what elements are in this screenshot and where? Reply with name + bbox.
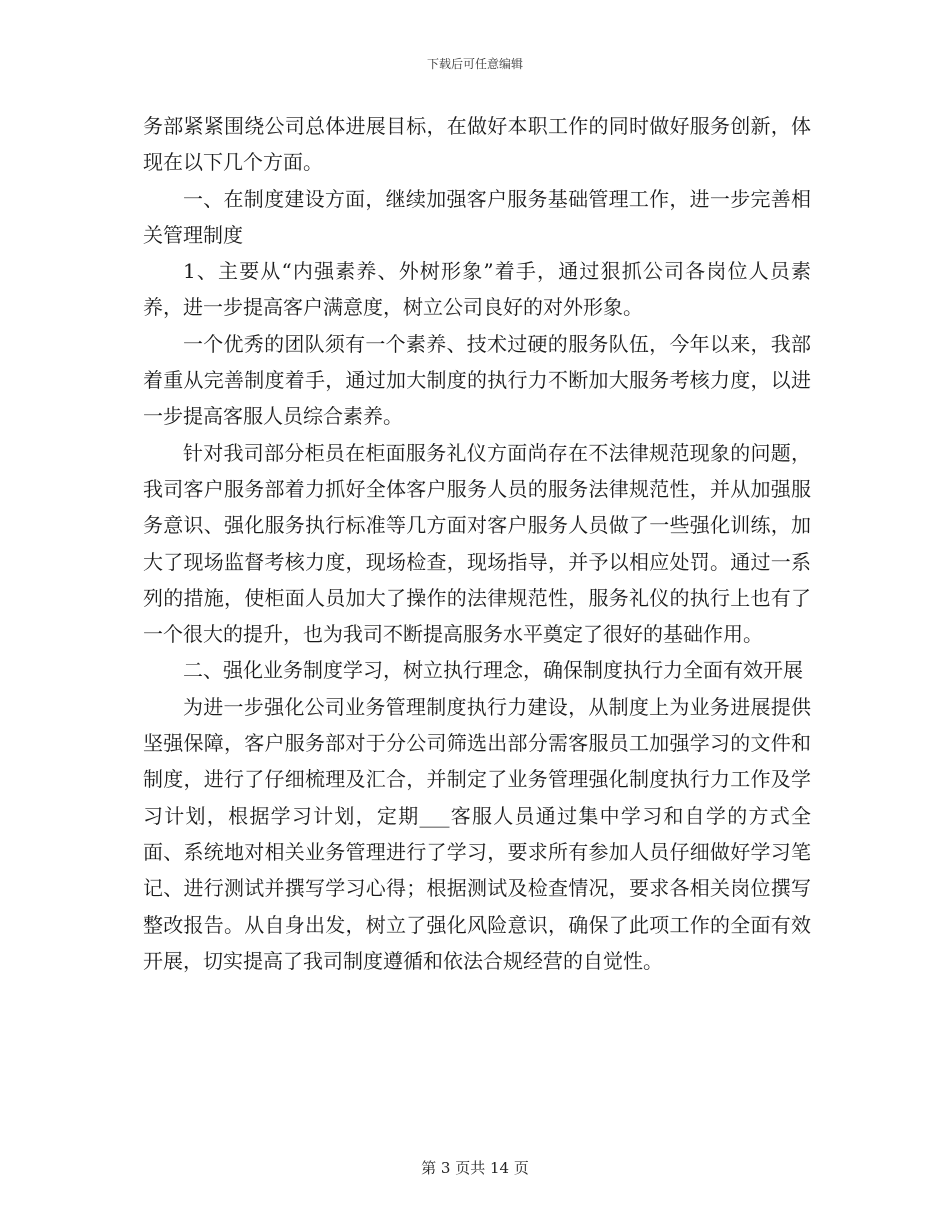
page-header-note: 下载后可任意编辑 (426, 57, 523, 71)
section-heading-1: 一、在制度建设方面，继续加强客户服务基础管理工作，进一步完善相关管理制度 (143, 186, 811, 247)
paragraph-point-1: 1、主要从“内强素养、外树形象”着手，通过狠抓公司各岗位人员素养，进一步提高客户满意度，树立公司良好的对外形象。 (143, 259, 811, 320)
paragraph-continuation: 务部紧紧围绕公司总体进展目标，在做好本职工作的同时做好服务创新，体现在以下几个方面。 (143, 114, 811, 175)
paragraph-team: 一个优秀的团队须有一个素养、技术过硬的服务队伍，今年以来，我部着重从完善制度着手，通过加大制度的执行力不断加大服务考核力度，以进一步提高客服人员综合素养。 (143, 331, 811, 429)
page-number: 第 3 页共 14 页 (421, 1159, 529, 1177)
paragraph-etiquette: 针对我司部分柜员在柜面服务礼仪方面尚存在不法律规范现象的问题，我司客户服务部着力抓好全体客户服务人员的服务法律规范性，并从加强服务意识、强化服务执行标准等几方面对客户服务人员做了一些强化训练，加大了现场监督考核力度，现场检查，现场指导，并予以相应处罚。通过一系列的措施，使柜面人员加大了操作的法律规范性，服务礼仪的执行上也有了一个很大的提升，也为我司不断提高服务水平奠定了很好的基础作用。 (143, 440, 811, 647)
document-body (143, 108, 811, 979)
paragraph-study: 为进一步强化公司业务管理制度执行力建设，从制度上为业务进展提供坚强保障，客户服务部对于分公司筛选出部分需客服员工加强学习的文件和制度，进行了仔细梳理及汇合，并制定了业务管理强化制度执行力工作及学习计划，根据学习计划，定期___客服人员通过集中学习和自学的方式全面、系统地对相关业务管理进行了学习，要求所有参加人员仔细做好学习笔记、进行测试并撰写学习心得；根据测试及检查情况，要求各相关岗位撰写整改报告。从自身出发，树立了强化风险意识，确保了此项工作的全面有效开展，切实提高了我司制度遵循和依法合规经营的自觉性。 (143, 694, 811, 973)
section-heading-2: 二、强化业务制度学习，树立执行理念，确保制度执行力全面有效开展 (183, 658, 803, 683)
